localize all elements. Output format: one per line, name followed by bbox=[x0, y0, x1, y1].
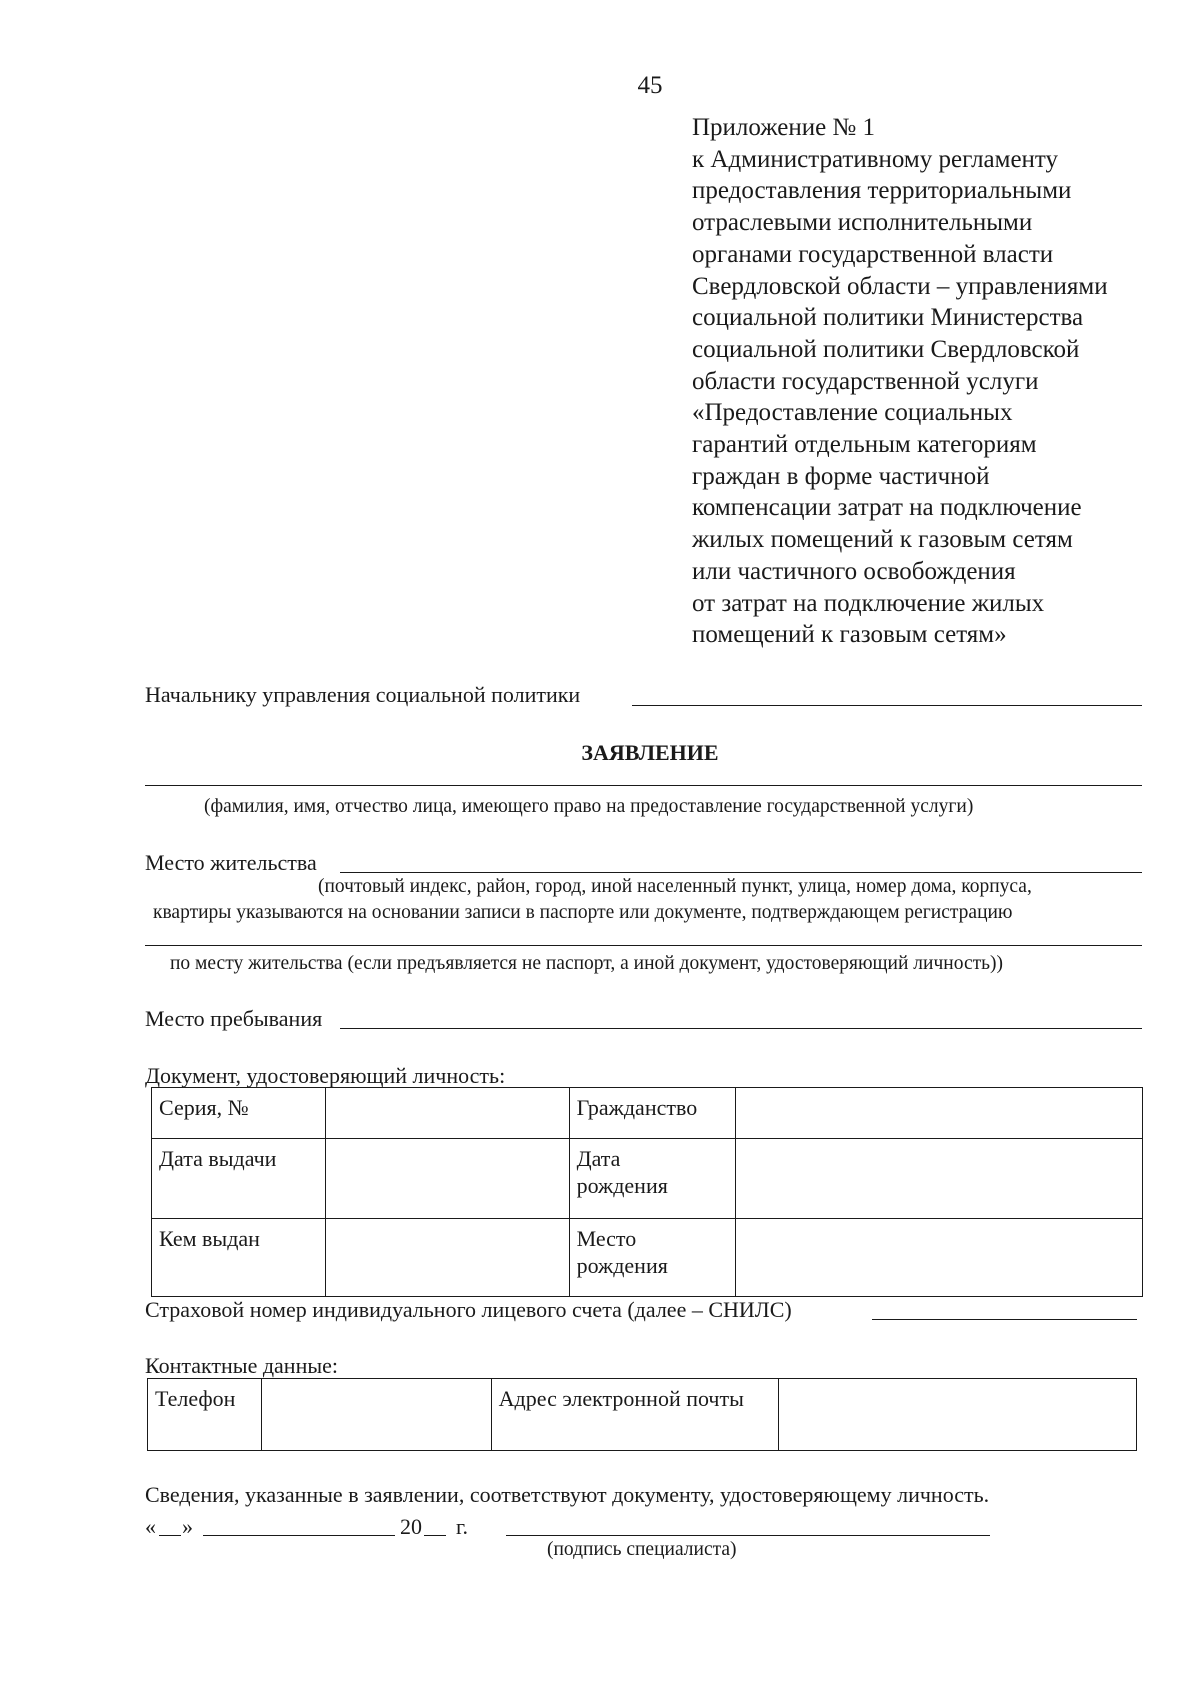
appendix-line: органами государственной власти bbox=[692, 240, 1054, 268]
birth-date-label-line-2: рождения bbox=[576, 1173, 668, 1198]
stay-label: Место пребывания bbox=[145, 1006, 323, 1031]
birth-date-label bbox=[569, 1139, 735, 1219]
addressee-field[interactable] bbox=[632, 705, 1142, 706]
issued-by-field[interactable] bbox=[325, 1219, 569, 1297]
date-year-prefix: 20 bbox=[400, 1514, 422, 1539]
id-doc-label: Документ, удостоверяющий личность: bbox=[145, 1063, 506, 1088]
appendix-line: от затрат на подключение жилых bbox=[692, 589, 1045, 617]
birth-place-label-line-1: Место bbox=[576, 1226, 637, 1251]
date-month-field[interactable] bbox=[203, 1535, 395, 1536]
residence-hint-3: по месту жительства (если предъявляется не паспорт, а иной документ, удостоверяющий личность)) bbox=[170, 953, 1004, 974]
residence-field[interactable] bbox=[340, 872, 1142, 873]
birth-date-field[interactable] bbox=[735, 1139, 1142, 1219]
email-field[interactable] bbox=[779, 1379, 1137, 1451]
citizenship-label: Гражданство bbox=[569, 1088, 735, 1139]
date-year-field[interactable] bbox=[424, 1535, 446, 1536]
date-close-quote: » bbox=[182, 1514, 193, 1539]
addressee-label: Начальнику управления социальной политики bbox=[145, 682, 581, 707]
appendix-line: социальной политики Свердловской bbox=[692, 335, 1080, 363]
snils-field[interactable] bbox=[872, 1319, 1137, 1320]
stay-field[interactable] bbox=[340, 1028, 1142, 1029]
birth-place-field[interactable] bbox=[735, 1219, 1142, 1297]
series-label: Серия, № bbox=[152, 1088, 326, 1139]
series-field[interactable] bbox=[325, 1088, 569, 1139]
birth-date-label-line-1: Дата bbox=[576, 1146, 621, 1171]
appendix-line: «Предоставление социальных bbox=[692, 399, 1013, 427]
id-doc-table bbox=[151, 1087, 1143, 1297]
issue-date-label: Дата выдачи bbox=[152, 1139, 326, 1219]
birth-place-label bbox=[569, 1219, 735, 1297]
page-number: 45 bbox=[637, 72, 663, 99]
residence-label: Место жительства bbox=[145, 850, 317, 875]
appendix-line: компенсации затрат на подключение bbox=[692, 494, 1082, 522]
phone-label: Телефон bbox=[148, 1379, 262, 1451]
appendix-line: Свердловской области – управлениями bbox=[692, 272, 1108, 300]
contacts-table bbox=[147, 1378, 1137, 1451]
signature-field[interactable] bbox=[506, 1535, 990, 1536]
appendix-line: социальной политики Министерства bbox=[692, 304, 1084, 332]
residence-hint-1: (почтовый индекс, район, город, иной населенный пункт, улица, номер дома, корпуса, bbox=[318, 876, 1032, 897]
date-day-field[interactable] bbox=[159, 1535, 181, 1536]
appendix-line: или частичного освобождения bbox=[692, 557, 1016, 585]
citizenship-field[interactable] bbox=[735, 1088, 1142, 1139]
appendix-block bbox=[692, 112, 1172, 651]
date-year-suffix: г. bbox=[456, 1514, 469, 1539]
residence-hint-2: квартиры указываются на основании записи в паспорте или документе, подтверждающем регистрацию bbox=[153, 902, 1013, 923]
appendix-line: Приложение № 1 bbox=[692, 114, 876, 141]
appendix-line: к Административному регламенту bbox=[692, 145, 1059, 173]
appendix-line: граждан в форме частичной bbox=[692, 462, 990, 490]
issued-by-label: Кем выдан bbox=[152, 1219, 326, 1297]
signature-hint: (подпись специалиста) bbox=[547, 1539, 737, 1560]
appendix-line: отраслевыми исполнительными bbox=[692, 209, 1033, 237]
appendix-line: помещений к газовым сетям» bbox=[692, 621, 1007, 649]
snils-label: Страховой номер индивидуального лицевого счета (далее – СНИЛС) bbox=[145, 1297, 792, 1322]
phone-field[interactable] bbox=[261, 1379, 491, 1451]
issue-date-field[interactable] bbox=[325, 1139, 569, 1219]
fio-hint: (фамилия, имя, отчество лица, имеющего право на предоставление государственной услуги) bbox=[204, 796, 974, 817]
appendix-line: области государственной услуги bbox=[692, 367, 1039, 395]
residence-field-2[interactable] bbox=[145, 945, 1142, 946]
appendix-line: гарантий отдельным категориям bbox=[692, 431, 1037, 459]
contacts-label: Контактные данные: bbox=[145, 1353, 338, 1378]
appendix-line: жилых помещений к газовым сетям bbox=[692, 526, 1073, 554]
birth-place-label-line-2: рождения bbox=[576, 1253, 668, 1278]
email-label: Адрес электронной почты bbox=[491, 1379, 779, 1451]
appendix-line: предоставления территориальными bbox=[692, 177, 1072, 205]
date-open-quote: « bbox=[145, 1514, 156, 1539]
fio-field[interactable] bbox=[145, 785, 1142, 786]
confirm-text: Сведения, указанные в заявлении, соответствуют документу, удостоверяющему личность. bbox=[145, 1482, 990, 1507]
form-title: ЗАЯВЛЕНИЕ bbox=[581, 740, 719, 765]
